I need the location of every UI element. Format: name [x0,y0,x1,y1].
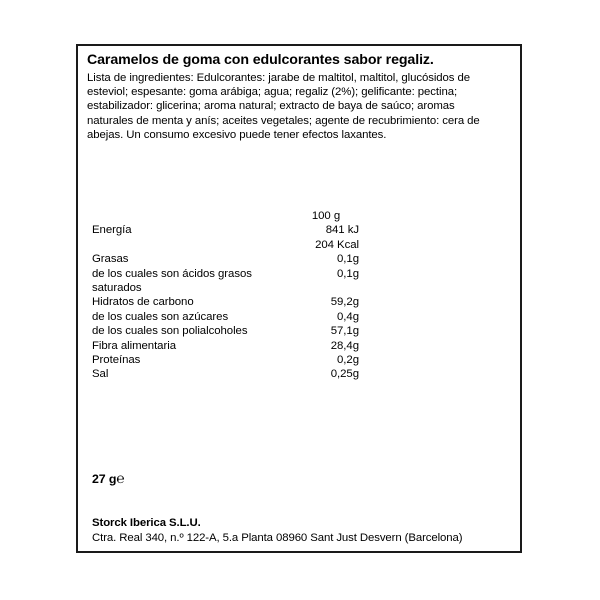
table-row [92,223,372,237]
nutrition-row-value-secondary: 204 Kcal [315,238,359,251]
nutrition-table [92,209,372,382]
nutrition-column-header: 100 g [311,210,341,222]
nutrition-row-label: Proteínas [92,354,141,367]
nutrition-row-label: de los cuales son ácidos grasos [92,267,252,280]
nutrition-row-label: Sal [92,368,109,381]
page-title: Caramelos de goma con edulcorantes sabor regaliz. [87,52,434,68]
nutrition-row-value: 0,4g [337,310,359,323]
nutrition-row-label: de los cuales son polialcoholes [92,325,248,338]
estimated-sign-icon: ℮ [116,470,125,486]
nutrition-row-value: 28,4g [330,339,359,352]
net-weight-value: 27 g [92,472,117,486]
nutrition-row-value: 0,2g [337,354,359,367]
nutrition-row-value: 59,2g [330,296,359,309]
table-row [92,238,372,252]
nutrition-row-value: 0,25g [330,368,359,381]
nutrition-row-label-continuation: saturados [92,282,142,295]
nutrition-row-label: Fibra alimentaria [92,339,176,352]
table-row [92,353,372,367]
nutrition-row-value: 841 kJ [325,224,359,237]
table-row [92,324,372,338]
ingredients-list: Lista de ingredientes: Edulcorantes: jarabe de maltitol, maltitol, glucósidos de esteviol; espesante: goma arábiga; agua; regaliz (2%); gelificante: pectina; estabilizador: glicerina; aroma natural; extracto de baya de saúco; aromas naturales de menta y anís; aceites vegetales; agente de recubrimiento: cera de abejas. Un consumo excesivo puede tener efectos laxantes. [87,72,480,141]
table-row-continuation [92,281,372,295]
manufacturer-info [92,516,512,545]
table-row [92,267,372,281]
manufacturer-address: Ctra. Real 340, n.º 122-A, 5.a Planta 08960 Sant Just Desvern (Barcelona) [92,531,463,544]
table-row [92,310,372,324]
nutrition-row-label: de los cuales son azúcares [92,310,229,323]
table-row [92,252,372,266]
table-row [92,339,372,353]
nutrition-row-label: Energía [92,224,132,237]
nutrition-row-value: 0,1g [337,253,359,266]
net-weight [92,470,125,486]
table-row [92,295,372,309]
manufacturer-name: Storck Iberica S.L.U. [92,517,201,529]
nutrition-label-panel [76,44,522,553]
nutrition-row-value: 0,1g [337,267,359,280]
nutrition-row-label: Hidratos de carbono [92,296,194,309]
nutrition-header-row [92,209,372,223]
nutrition-row-value: 57,1g [330,325,359,338]
nutrition-row-label: Grasas [92,253,129,266]
table-row [92,367,372,381]
